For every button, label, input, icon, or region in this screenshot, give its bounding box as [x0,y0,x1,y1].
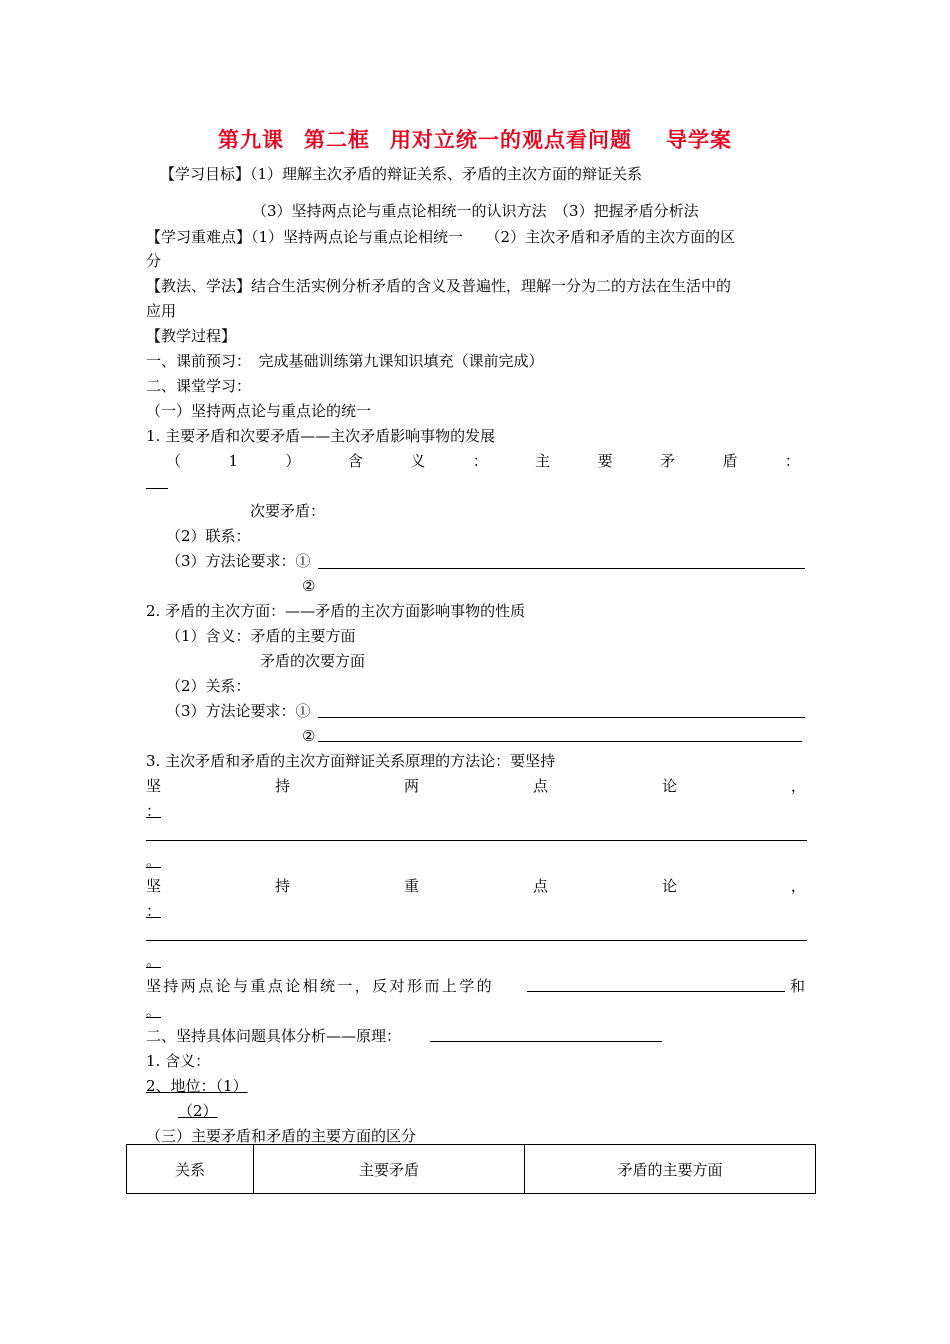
meaning-char: ） [285,452,301,470]
two-points-line [146,776,806,796]
objectives-text1: （1）理解主次矛盾的辩证关系、矛盾的主次方面的辩证关系 [250,165,643,183]
spread-char: 点 [532,777,548,795]
item1-method-2: ② [302,577,316,595]
part1-heading: （一）坚持两点论与重点论的统一 [146,402,372,420]
key-points-line1 [146,227,735,247]
objectives-label: 【学习目标】 [160,165,251,183]
meaning-char: 义 [410,452,426,470]
meaning-char: 矛 [660,452,676,470]
item2-secondary: 矛盾的次要方面 [260,652,366,670]
meaning-char: 含 [347,452,363,470]
table-header-main-contradiction: 主要矛盾 [254,1145,525,1194]
title-lesson: 第九课 [218,127,284,152]
colon-mark: ： [146,902,162,920]
meaning-char: ： [784,452,800,470]
item2-method: （3）方法论要求：① [166,702,311,720]
item3-title: 3. 主次矛盾和矛盾的主次方面辩证关系原理的方法论：要坚持 [146,752,556,770]
spread-char: 坚 [146,777,162,795]
part3-heading: （三）主要矛盾和矛盾的主要方面的区分 [146,1127,417,1145]
spread-char: 坚 [146,877,162,895]
spread-char: 点 [532,877,548,895]
unity-and: 和 [790,977,806,995]
meaning-char: 要 [597,452,613,470]
spread-char: ， [790,877,806,895]
spread-char: 持 [274,777,290,795]
objectives-line2: （3）坚持两点论与重点论相统一的认识方法 （3）把握矛盾分析法 [252,202,699,220]
status-line2: （2） [178,1102,218,1120]
title-section: 第二框 [304,127,370,152]
period-mark: 。 [146,952,162,970]
meaning-char: ： [472,452,488,470]
key-points-label: 【学习重难点】 [146,228,252,246]
spread-char: 论 [661,877,677,895]
table-header-relation: 关系 [127,1145,254,1194]
blank-line [318,568,805,569]
unity-text: 坚持两点论与重点论相统一，反对形而上学的 [146,977,495,995]
item2-method-2: ② [302,727,316,745]
concrete-heading: 二、坚持具体问题具体分析——原理： [146,1027,402,1045]
item1-method: （3）方法论要求：① [166,552,311,570]
blank-line [430,1041,662,1042]
preview-line: 一、课前预习： 完成基础训练第九课知识填充（课前完成） [146,352,544,370]
spread-char: 重 [403,877,419,895]
title-topic: 用对立统一的观点看问题 [390,127,632,152]
meaning-char: 1 [228,452,238,470]
classroom-line: 二、课堂学习： [146,377,252,395]
spread-char: ， [790,777,806,795]
period-mark: 。 [146,1002,162,1020]
blank-line [146,488,168,489]
comparison-table [126,1144,816,1194]
meaning-char: 盾 [722,452,738,470]
table-row [127,1145,816,1194]
key-points-text1: （1）坚持两点论与重点论相统一 （2）主次矛盾和矛盾的主次方面的区 [251,228,736,246]
blank-line [318,741,802,742]
item2-meaning: （1）含义：矛盾的主要方面 [166,627,356,645]
item1-title: 1. 主要矛盾和次要矛盾——主次矛盾影响事物的发展 [146,427,496,445]
process-label: 【教学过程】 [146,327,237,345]
objectives-line1 [160,164,642,184]
colon-mark: ： [146,802,162,820]
methods-label: 【教法、学法】 [146,277,252,295]
item1-relation: （2）联系： [166,527,251,545]
spread-char: 两 [403,777,419,795]
methods-line2: 应用 [146,302,177,320]
spread-char: 论 [661,777,677,795]
blank-line [527,991,785,992]
item1-meaning-line [166,451,800,471]
blank-line [318,717,805,718]
meaning-char: 主 [535,452,551,470]
page-title [0,124,950,154]
blank-line [146,840,807,841]
status-line1: 2、地位：（1） [146,1077,248,1095]
title-type: 导学案 [666,127,732,152]
methods-text1: 结合生活实例分析矛盾的含义及普遍性，理解一分为二的方法在生活中的 [251,277,732,295]
key-points-line2: 分 [146,252,162,270]
table-header-main-aspect: 矛盾的主要方面 [525,1145,816,1194]
meaning-line: 1. 含义： [146,1052,211,1070]
item2-relation: （2）关系： [166,677,251,695]
period-mark: 。 [146,852,162,870]
spread-char: 持 [274,877,290,895]
meaning-char: （ [166,452,182,470]
item2-title: 2. 矛盾的主次方面：——矛盾的主次方面影响事物的性质 [146,602,526,620]
methods-line1 [146,276,731,296]
blank-line [146,940,807,941]
key-point-line [146,876,806,896]
item1-secondary: 次要矛盾： [250,502,326,520]
